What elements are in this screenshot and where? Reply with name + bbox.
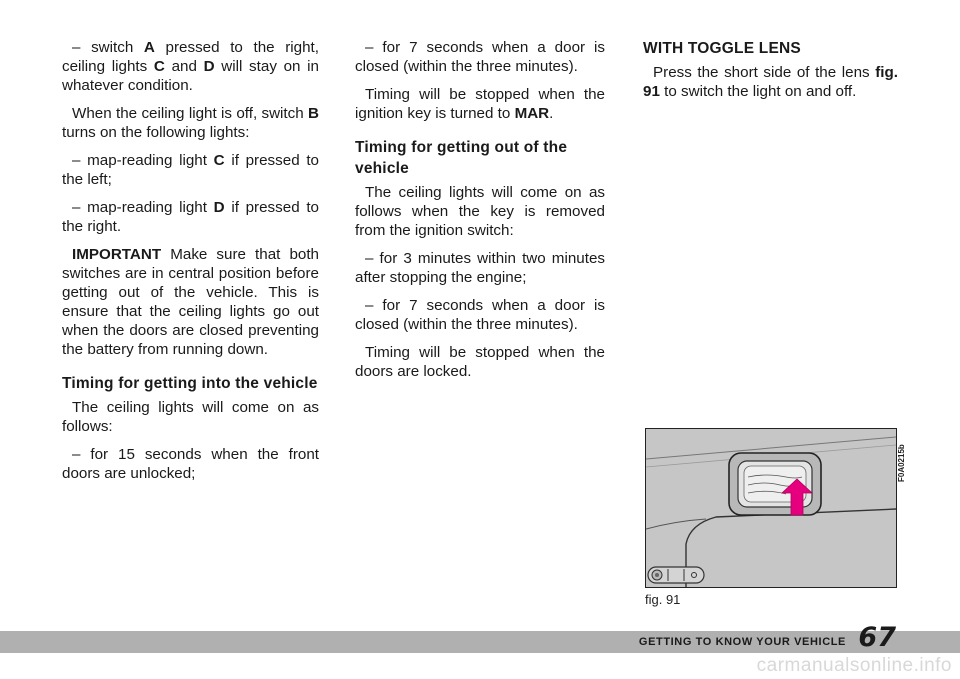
- heading-timing-getting-in: Timing for getting into the vehicle: [62, 375, 318, 392]
- paragraph-switch-a: – switch A pressed to the right, ceiling lights C and D will stay on in whatever condition.: [62, 39, 320, 94]
- page-footer-bar: [0, 622, 960, 653]
- paragraph-timing-stopped-mar: Timing will be stopped when the ignition key is turned to MAR.: [355, 86, 605, 122]
- text-column-right: [643, 38, 898, 110]
- paragraph-lights-come-on: The ceiling lights will come on as follows:: [62, 399, 319, 435]
- figure-toggle-lens: [645, 428, 897, 588]
- paragraph-press-lens: Press the short side of the lens fig. 91 to switch the light on and off.: [643, 64, 898, 100]
- paragraph-switch-b: When the ceiling light is off, switch B turns on the following lights:: [62, 105, 319, 141]
- figure-code: F0A0215b: [897, 444, 906, 482]
- ceiling-lens: [729, 453, 821, 515]
- figure-caption: fig. 91: [645, 592, 681, 607]
- paragraph-map-light-c: – map-reading light C if pressed to the left;: [62, 152, 319, 188]
- toggle-lens-illustration: [646, 429, 896, 587]
- paragraph-map-light-d: – map-reading light D if pressed to the right.: [62, 199, 319, 235]
- footer-section-title: GETTING TO KNOW YOUR VEHICLE: [638, 636, 846, 648]
- paragraph-important: IMPORTANT Make sure that both switches are in central position before getting out of the vehicle. This is ensure that the ceiling lights go out when the doors are closed preventing the battery from running down.: [62, 246, 319, 358]
- text-column-middle: [355, 38, 605, 381]
- text-column-left: [62, 38, 319, 483]
- paragraph-7-seconds-in: – for 7 seconds when a door is closed (within the three minutes).: [355, 39, 605, 75]
- heading-timing-getting-out: Timing for getting out of the vehicle: [355, 139, 568, 177]
- watermark: carmanualsonline.info: [756, 655, 952, 676]
- paragraph-15-seconds: – for 15 seconds when the front doors are unlocked;: [62, 446, 319, 482]
- paragraph-timing-stopped-locked: Timing will be stopped when the doors are locked.: [355, 344, 605, 380]
- heading-toggle-lens: WITH TOGGLE LENS: [643, 40, 801, 57]
- paragraph-key-removed: The ceiling lights will come on as follows when the key is removed from the ignition switch:: [355, 184, 605, 239]
- paragraph-3-minutes: – for 3 minutes within two minutes after stopping the engine;: [355, 250, 605, 286]
- paragraph-7-seconds-out: – for 7 seconds when a door is closed (within the three minutes).: [355, 297, 605, 333]
- page-number: 67: [858, 622, 896, 653]
